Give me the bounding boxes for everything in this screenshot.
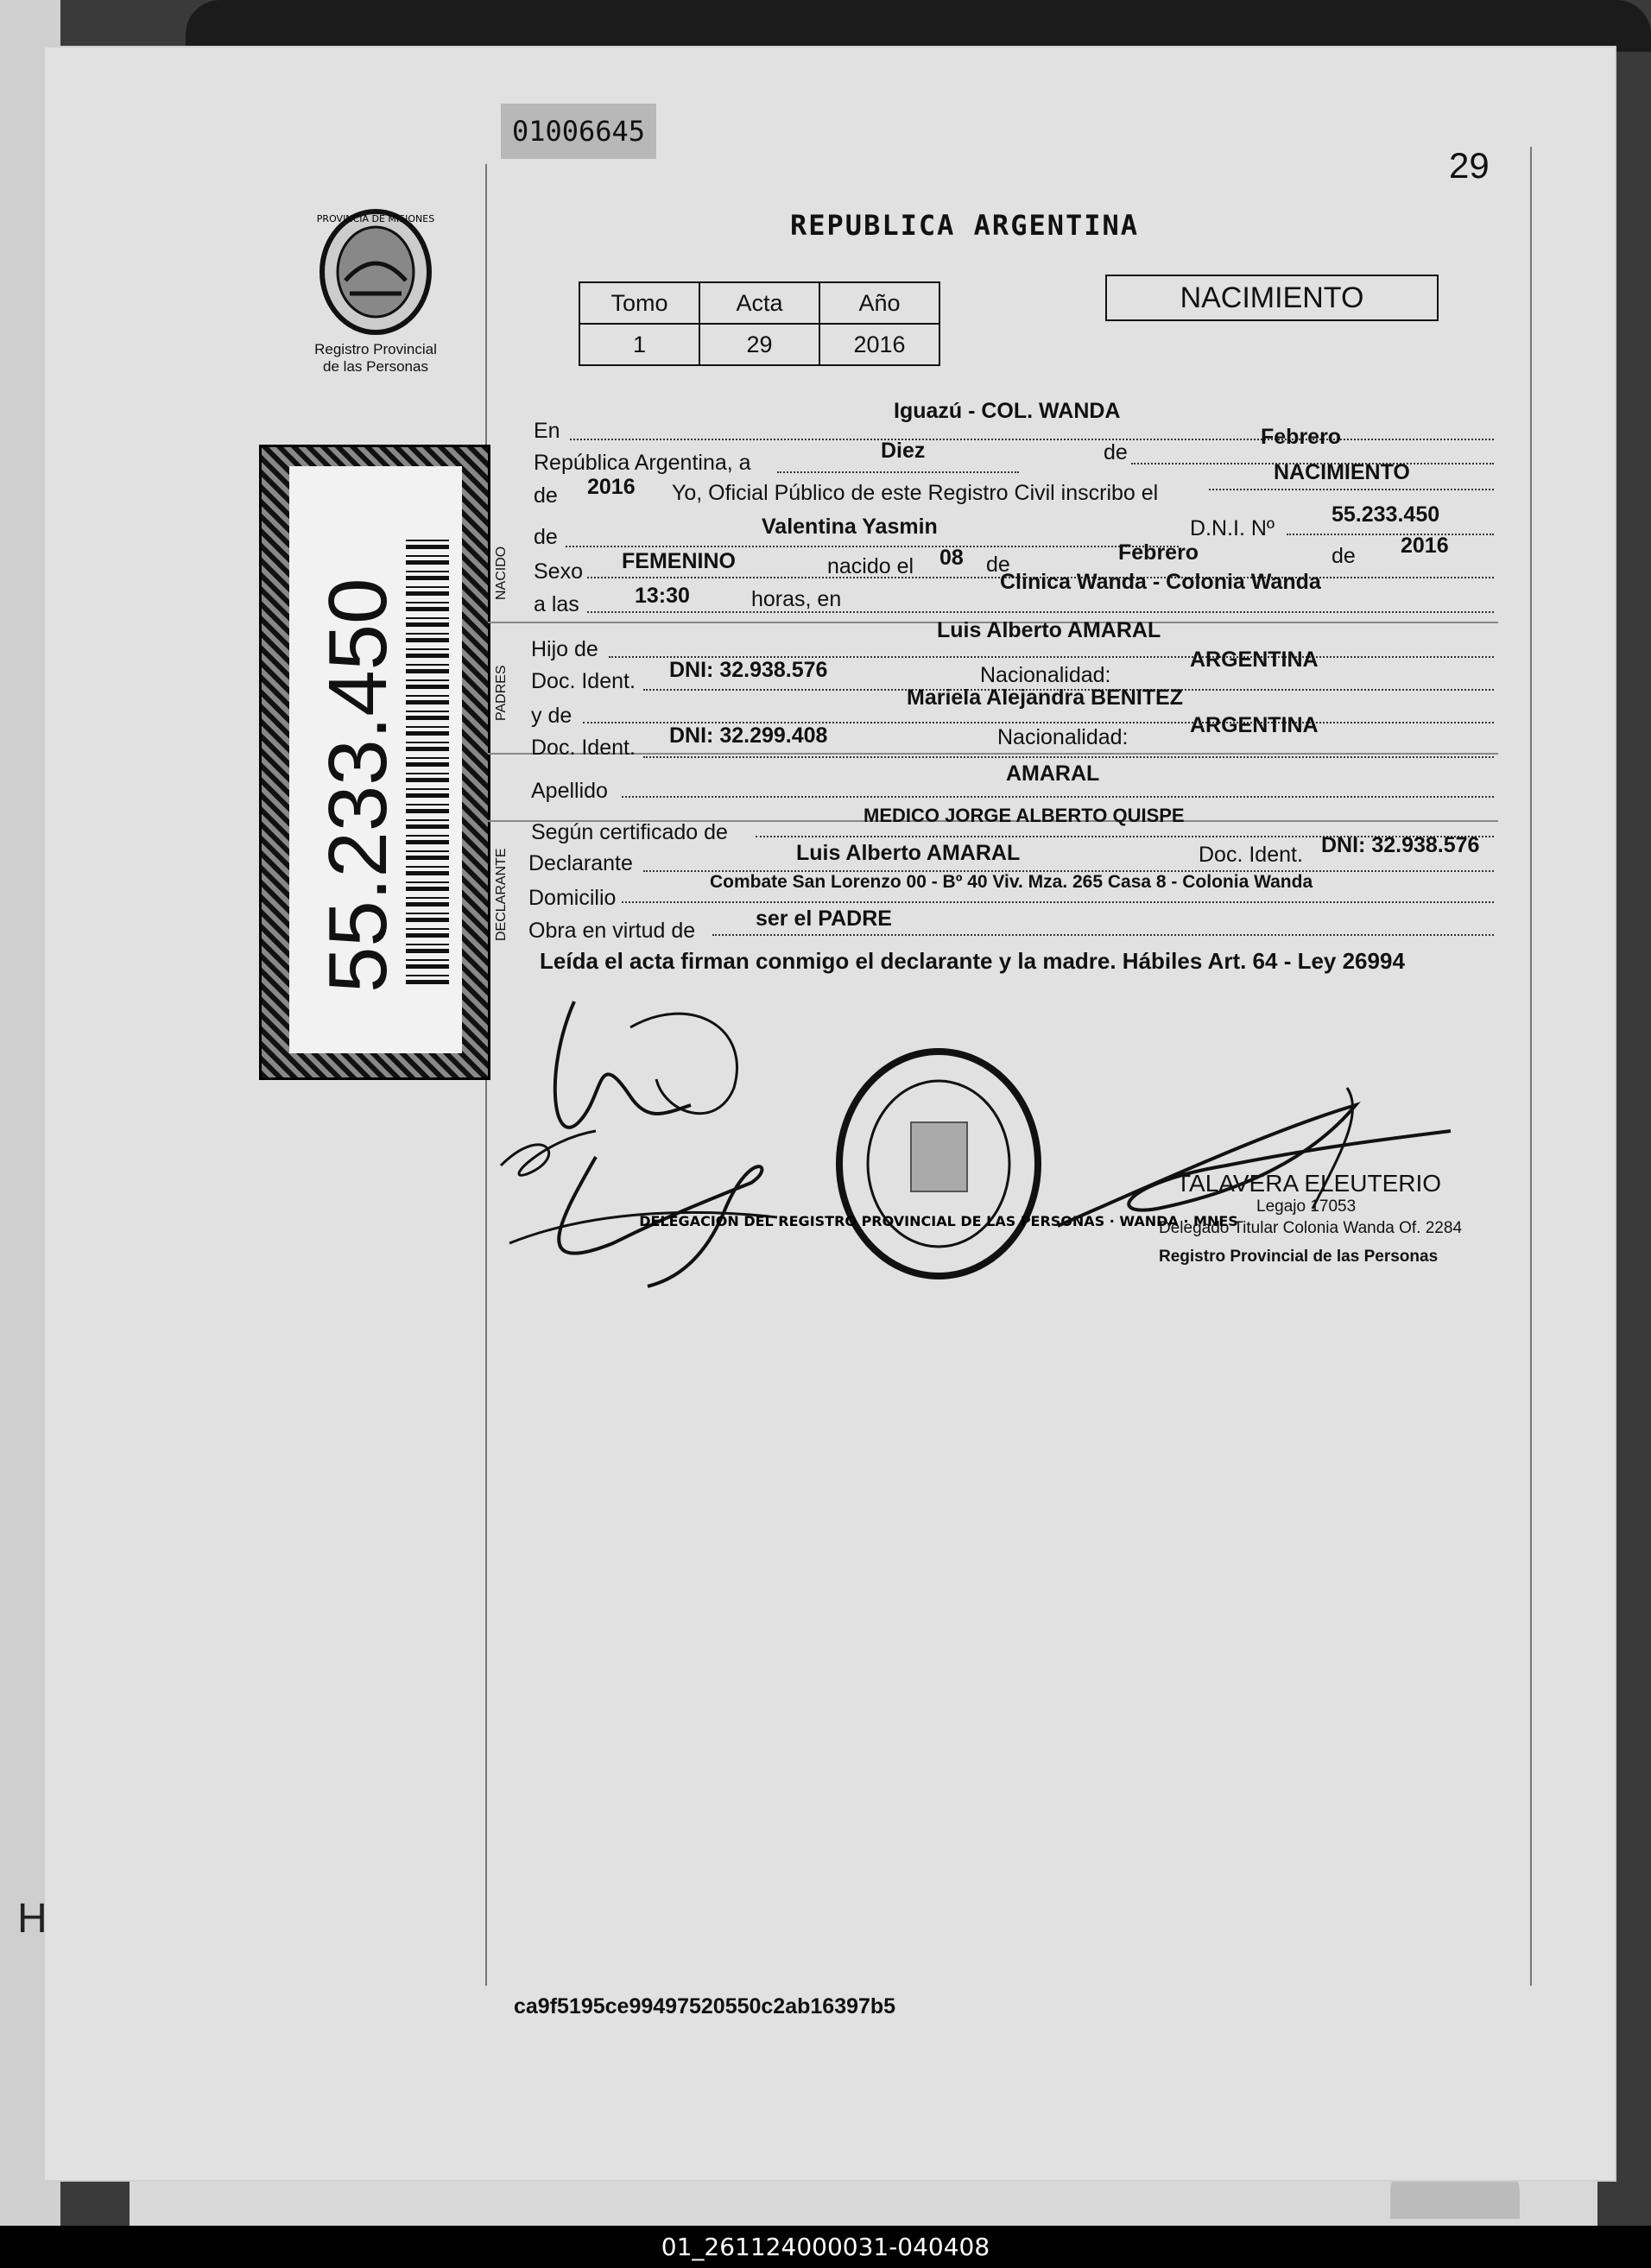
value-en: Iguazú - COL. WANDA <box>894 399 1121 423</box>
label-republica: República Argentina, a <box>534 451 751 475</box>
label-segun: Según certificado de <box>531 820 728 844</box>
value-obra: ser el PADRE <box>756 907 892 931</box>
label-dni: D.N.I. Nº <box>1190 516 1275 540</box>
fill-line <box>622 901 1494 903</box>
value-dia: Diez <box>881 439 926 463</box>
value-inscribo: NACIMIENTO <box>1274 460 1410 484</box>
value-apellido: AMARAL <box>1006 761 1100 786</box>
book-header-acta: Acta <box>699 282 819 324</box>
document-hash: ca9f5195ce99497520550c2ab16397b5 <box>514 1994 896 2018</box>
label-en: En <box>534 419 560 443</box>
file-caption: 01_261124000031-040408 <box>0 2226 1651 2268</box>
section-label-declarante: DECLARANTE <box>494 848 509 941</box>
serial-number: 01006645 <box>501 104 656 159</box>
fill-line <box>622 796 1494 798</box>
value-lugar: Clinica Wanda - Colonia Wanda <box>1000 570 1321 594</box>
official-organismo: Registro Provincial de las Personas <box>1159 1248 1439 1266</box>
value-padre-nac: ARGENTINA <box>1190 648 1319 672</box>
seal-text: DELEGACION DEL REGISTRO PROVINCIAL DE LAS PERSONAS · WANDA · MNES <box>639 1213 1238 1229</box>
barcode <box>406 535 449 984</box>
official-name: TALAVERA ELEUTERIO <box>1176 1170 1442 1197</box>
label-de2: de <box>534 483 558 508</box>
value-anio: 2016 <box>587 475 636 499</box>
label-de4: de <box>986 553 1010 577</box>
label-doc2: Doc. Ident. <box>531 736 636 760</box>
value-declarante-doc: DNI: 32.938.576 <box>1321 833 1480 857</box>
value-nacido-dia: 08 <box>939 546 964 570</box>
section-label-nacido: NACIDO <box>494 546 509 600</box>
fill-line <box>1287 534 1494 535</box>
fill-line <box>643 756 1494 758</box>
label-nacido: nacido el <box>827 554 914 578</box>
document-title: REPUBLICA ARGENTINA <box>790 209 1140 242</box>
registry-name-line2: de las Personas <box>323 358 428 375</box>
fill-line <box>1209 489 1494 490</box>
label-de: de <box>1104 440 1128 464</box>
book-value-anio: 2016 <box>819 324 939 365</box>
section-divider <box>488 753 1498 755</box>
value-sexo: FEMENINO <box>622 549 736 573</box>
value-nacido-anio: 2016 <box>1401 534 1449 558</box>
registry-name <box>285 341 466 376</box>
book-table <box>579 281 940 366</box>
fill-line <box>777 471 1019 473</box>
label-oficial: Yo, Oficial Público de este Registro Civil inscribo el <box>672 481 1159 505</box>
value-padre-doc: DNI: 32.938.576 <box>669 658 828 682</box>
label-domicilio: Domicilio <box>528 886 617 910</box>
label-alas: a las <box>534 592 579 616</box>
label-declarante: Declarante <box>528 851 633 875</box>
book-value-acta: 29 <box>699 324 819 365</box>
value-madre: Mariela Alejandra BENITEZ <box>907 685 1183 710</box>
book-header-anio: Año <box>819 282 939 324</box>
province-seal-logo <box>311 203 440 337</box>
label-doc: Doc. Ident. <box>531 669 636 693</box>
id-sticker-number: 55.233.450 <box>312 578 404 993</box>
value-padre: Luis Alberto AMARAL <box>937 618 1161 642</box>
fill-line <box>566 546 1179 547</box>
background-folder <box>186 0 1651 52</box>
label-obra: Obra en virtud de <box>528 919 696 943</box>
label-nacionalidad: Nacionalidad: <box>980 663 1111 687</box>
book-header-tomo: Tomo <box>579 282 699 324</box>
label-horas: horas, en <box>751 587 842 611</box>
right-margin-line <box>1530 147 1532 1986</box>
value-madre-doc: DNI: 32.299.408 <box>669 723 828 748</box>
value-nombre: Valentina Yasmin <box>762 515 938 539</box>
page-number: 29 <box>1449 145 1490 186</box>
value-hora: 13:30 <box>635 584 690 608</box>
closing-text: Leída el acta firman conmigo el declarante y la madre. Hábiles Art. 64 - Ley 26994 <box>540 948 1405 974</box>
fill-line <box>587 611 1494 613</box>
fill-line <box>712 934 1494 936</box>
label-sexo: Sexo <box>534 559 583 584</box>
label-de5: de <box>1332 544 1356 568</box>
act-type-box: NACIMIENTO <box>1105 275 1439 321</box>
value-mes: Febrero <box>1261 425 1342 449</box>
registry-name-line1: Registro Provincial <box>314 341 437 357</box>
value-madre-nac: ARGENTINA <box>1190 713 1319 737</box>
value-declarante: Luis Alberto AMARAL <box>796 841 1021 865</box>
value-dni: 55.233.450 <box>1332 502 1440 527</box>
label-apellido: Apellido <box>531 779 608 803</box>
fill-line <box>570 439 1494 440</box>
official-legajo: Legajo 17053 <box>1256 1197 1357 1216</box>
signatures-declarant-mother <box>492 993 803 1321</box>
label-de3: de <box>534 525 558 549</box>
book-value-tomo: 1 <box>579 324 699 365</box>
label-doc3: Doc. Ident. <box>1199 843 1303 867</box>
margin-mark: H <box>17 1896 47 1942</box>
official-stamp <box>639 1045 1238 1282</box>
label-nacionalidad2: Nacionalidad: <box>997 725 1129 749</box>
value-segun: MEDICO JORGE ALBERTO QUISPE <box>863 805 1185 826</box>
label-hijo: Hijo de <box>531 637 598 661</box>
label-yde: y de <box>531 704 572 728</box>
value-nacido-mes: Febrero <box>1118 540 1199 565</box>
logo-text: PROVINCIA DE MISIONES <box>316 213 435 224</box>
official-cargo: Delegado Titular Colonia Wanda Of. 2284 <box>1159 1219 1463 1237</box>
section-label-padres: PADRES <box>494 665 509 721</box>
value-domicilio: Combate San Lorenzo 00 - Bº 40 Viv. Mza. 265 Casa 8 - Colonia Wanda <box>710 872 1313 892</box>
